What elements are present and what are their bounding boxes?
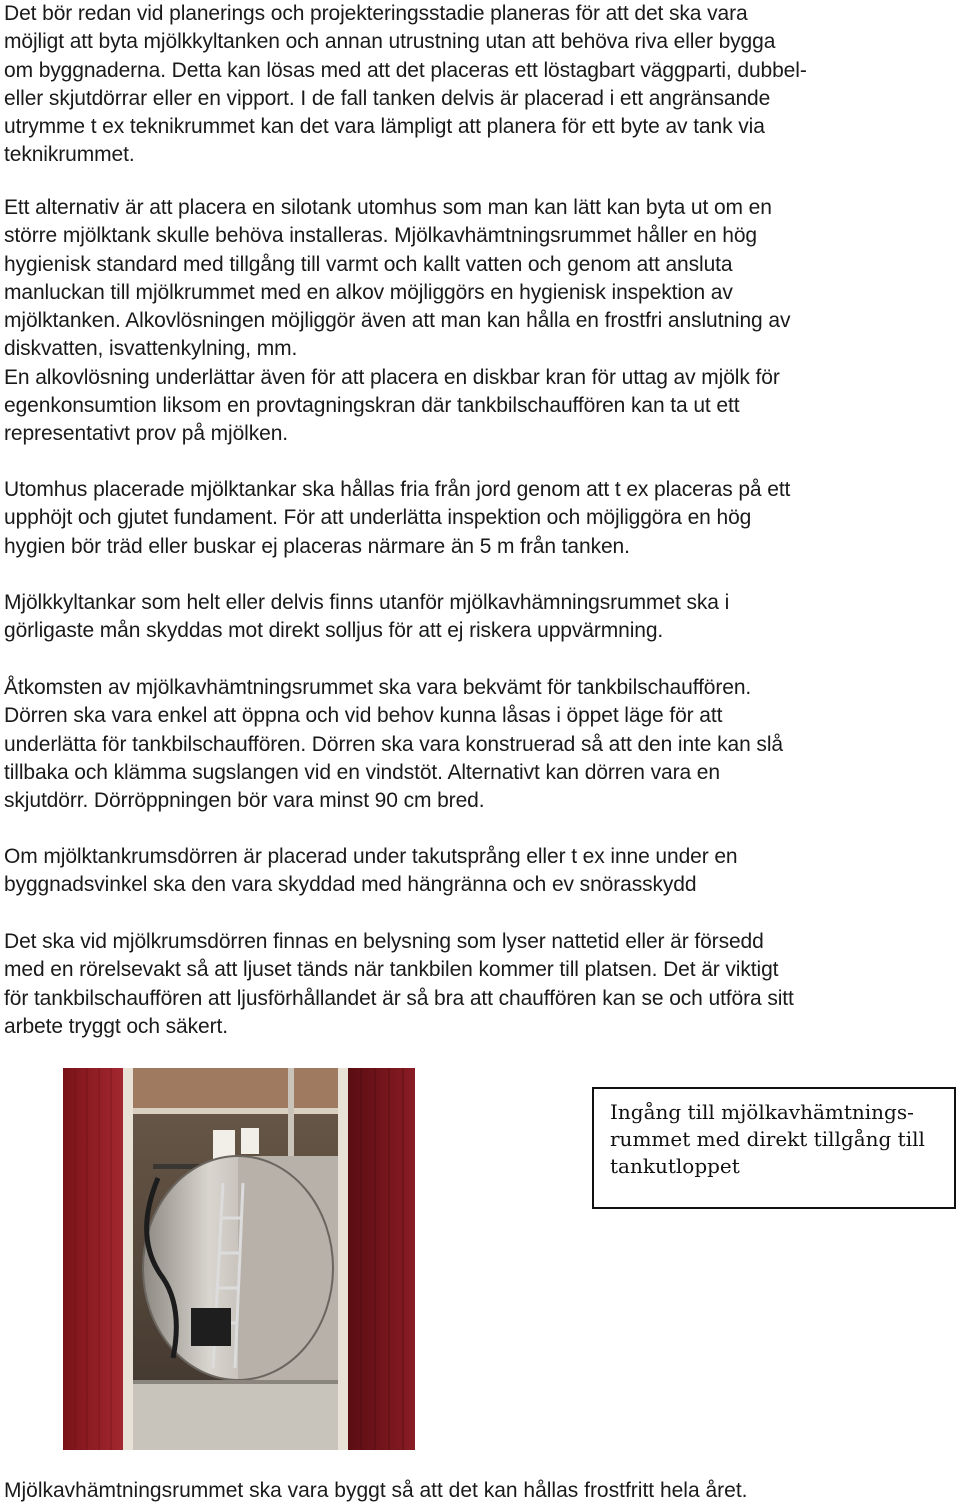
paragraph-access-door: Åtkomsten av mjölkavhämtningsrummet ska vara bekvämt för tankbilschauffören. Dörren ska vara enkel att öppna och vid behov kunna låsas i öppet läge för att underlätta för tankbilschauffören. Dörren ska vara konstruerad så att den inte kan slå tillbaka och klämma sugslangen vid en vindstöt. Alternativt kan dörren vara en skjutdörr. Dörröppningen bör vara minst 90 cm bred. [4,676,783,813]
paragraph-silo-alternative: Ett alternativ är att placera en silotank utomhus som man kan lätt kan byta ut om en större mjölktank skulle behöva installeras. Mjölkavhämtningsrummet håller en hög hygienisk standard med tillgång till varmt och kallt vatten och genom att ansluta manluckan till mjölkrummet med en alkov möjliggörs en hygienisk inspektion av mjölktanken. Alkovlösningen möjliggör även att man kan hålla en frostfri anslutning av diskvatten, isvattenkylning, mm. En alkovlösning underlättar även för att placera en diskbar kran för uttag av mjölk för egenkonsumtion liksom en provtagningskran där tankbilschauffören kan ta ut ett representativt prov på mjölken. [4,196,791,446]
photo-caption: Ingång till mjölkavhämtnings- rummet med direkt tillgång till tankutloppet [610,1100,925,1178]
paragraph-frost-free: Mjölkavhämtningsrummet ska vara byggt så att det kan hållas frostfritt hela året. [4,1479,748,1502]
paragraph-lighting: Det ska vid mjölkrumsdörren finnas en belysning som lyser nattetid eller är försedd med en rörelsevakt så att ljuset tänds när tankbilen kommer till platsen. Det är viktigt för tankbilschauffören att ljusförhållandet är så bra att chauffören kan se och utföra sitt arbete tryggt och säkert. [4,930,794,1038]
paragraph-tank-replacement: Det bör redan vid planerings och projekteringsstadie planeras för att det ska vara möjligt att byta mjölkkyltanken och annan utrustning utan att behöva riva eller bygga om byggnaderna. Detta kan lösas med att det placeras ett löstagbart väggparti, dubbel- eller skjutdörrar eller en vipport. I de fall tanken delvis är placerad i ett angränsande utrymme t ex teknikrummet kan det vara lämpligt att planera för ett byte av tank via teknikrummet. [4,2,807,167]
photo-caption-box [592,1087,956,1209]
paragraph-sunlight-protection: Mjölkkyltankar som helt eller delvis finns utanför mjölkavhämningsrummet ska i görligaste mån skyddas mot direkt solljus för att ej riskera uppvärmning. [4,591,730,643]
paragraph-outdoor-tanks: Utomhus placerade mjölktankar ska hållas fria från jord genom att t ex placeras på ett upphöjt och gjutet fundament. För att underlätta inspektion och möjliggöra en hög hygien bör träd eller buskar ej placeras närmare än 5 m från tanken. [4,478,791,558]
paragraph-door-protection: Om mjölktankrumsdörren är placerad under takutsprång eller t ex inne under en byggnadsvinkel ska den vara skyddad med hängränna och ev snörasskydd [4,845,738,897]
milk-room-entrance-photo [63,1068,415,1450]
